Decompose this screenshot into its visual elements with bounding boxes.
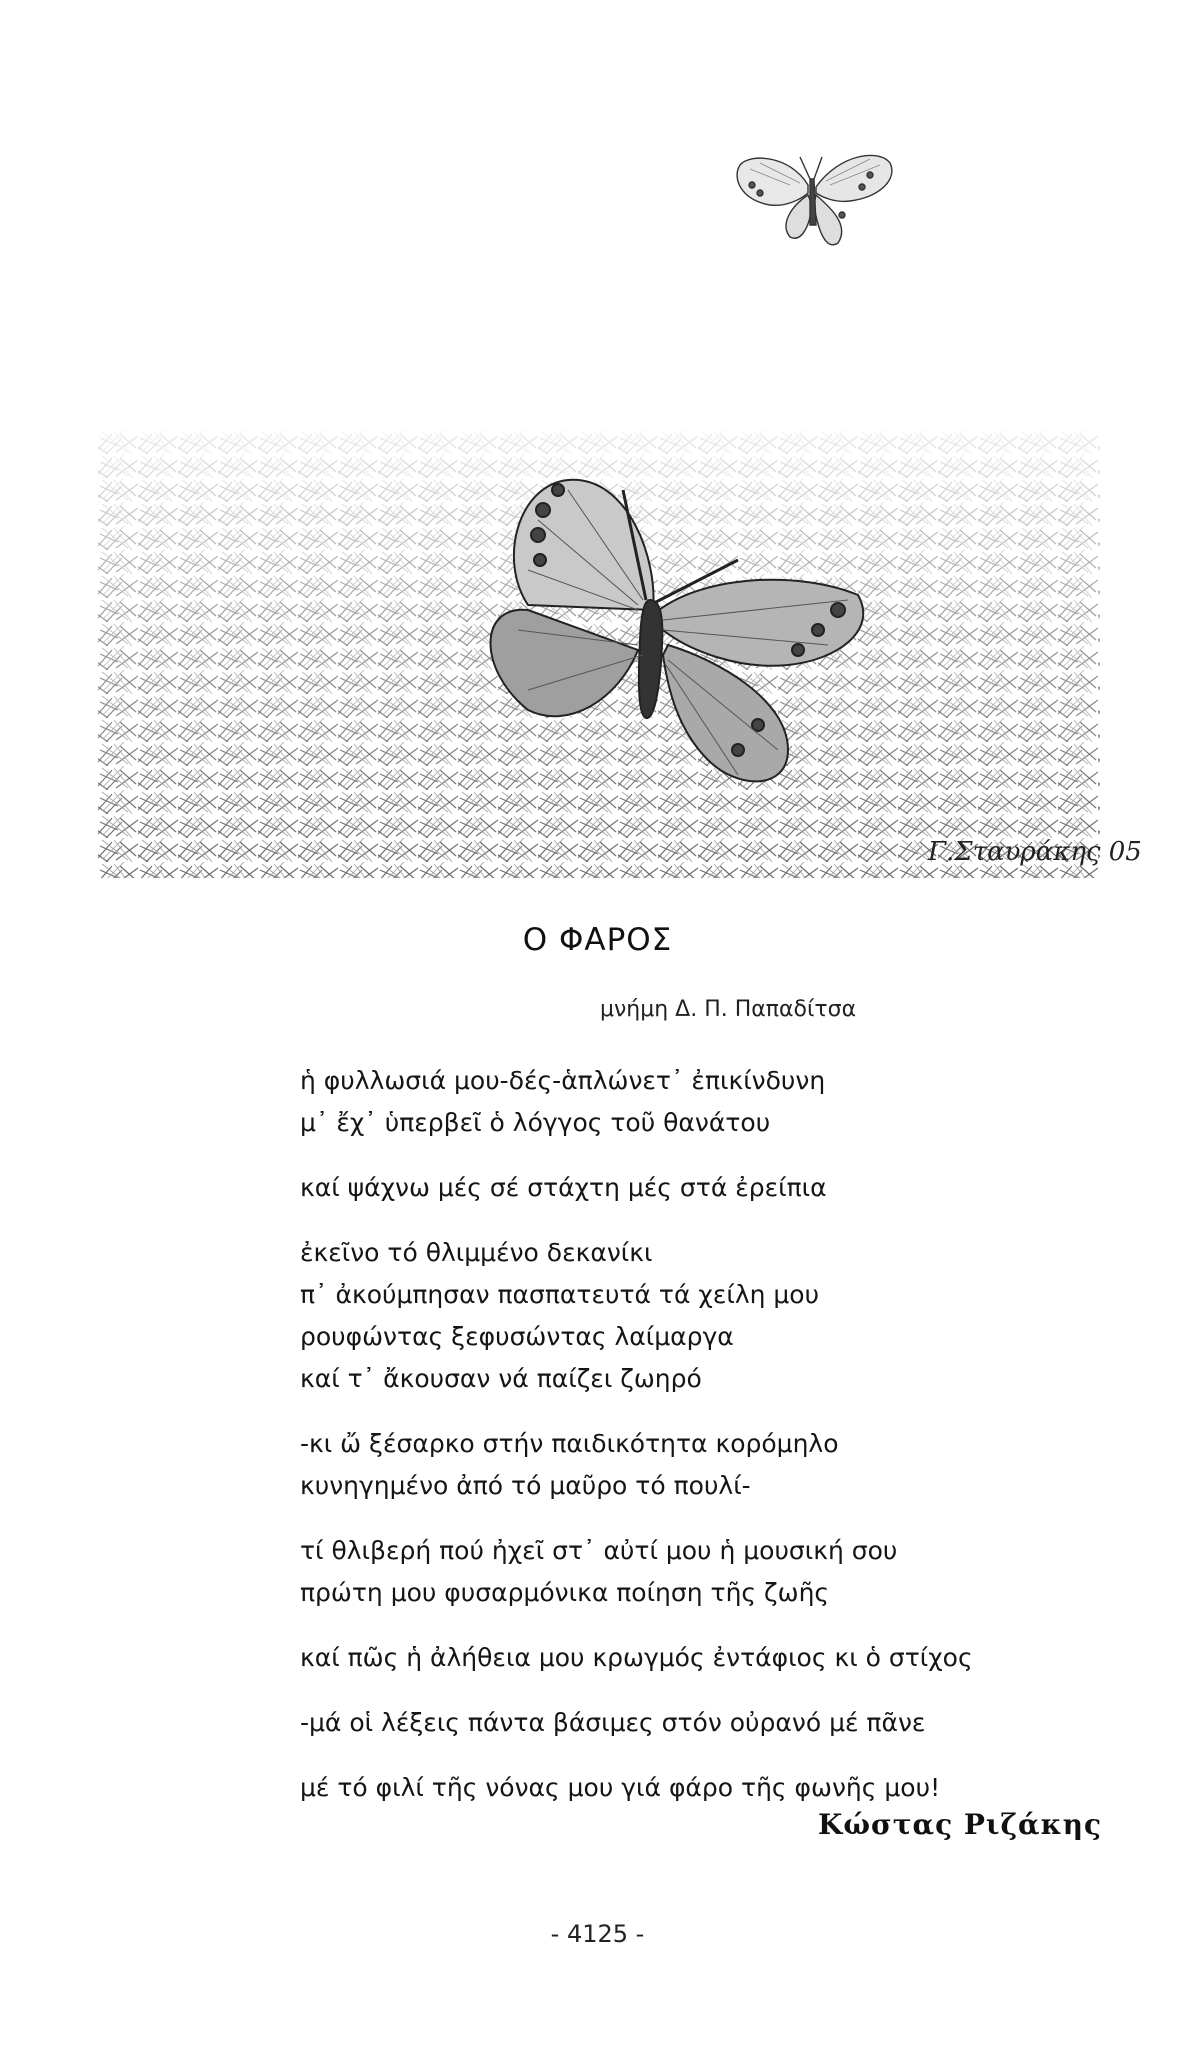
poem-line: ρουφώντας ξεφυσώντας λαίμαργα xyxy=(300,1322,734,1351)
drawing-signature: Γ.Σταυράκης 05 xyxy=(928,837,1142,867)
poem-line: ἡ φυλλωσιά μου-δές-ἁπλώνετ᾽ ἐπικίνδυνη xyxy=(300,1066,826,1095)
stanza xyxy=(300,1530,1100,1614)
small-butterfly-illustration xyxy=(730,145,900,255)
stanza xyxy=(300,1637,1100,1679)
butterfly-on-grass-drawing xyxy=(98,430,1142,878)
poem-line: καί τ᾽ ἄκουσαν νά παίζει ζωηρό xyxy=(300,1364,702,1393)
poem-dedication: μνήμη Δ. Π. Παπαδίτσα xyxy=(600,997,857,1022)
poem-line: -κι ὤ ξέσαρκο στήν παιδικότητα κορόμηλο xyxy=(300,1429,839,1458)
stanza xyxy=(300,1232,1100,1400)
stanza xyxy=(300,1423,1100,1507)
poem-title: Ο ΦΑΡΟΣ xyxy=(522,922,673,958)
stanza xyxy=(300,1767,1100,1809)
poem-line: -μά οἱ λέξεις πάντα βάσιμες στόν οὐρανό μέ πᾶνε xyxy=(300,1708,926,1737)
poem-line: μέ τό φιλί τῆς νόνας μου γιά φάρο τῆς φωνῆς μου! xyxy=(300,1773,941,1802)
poem-line: ἐκεῖνο τό θλιμμένο δεκανίκι xyxy=(300,1238,653,1267)
poem-line: καί πῶς ἡ ἀλήθεια μου κρωγμός ἐντάφιος κι ὁ στίχος xyxy=(300,1643,973,1672)
poem-line: πρώτη μου φυσαρμόνικα ποίηση τῆς ζωῆς xyxy=(300,1578,830,1607)
page-number: - 4125 - xyxy=(550,1920,645,1948)
poem-line: τί θλιβερή πού ἠχεῖ στ᾽ αὐτί μου ἡ μουσική σου xyxy=(300,1536,898,1565)
stanza xyxy=(300,1060,1100,1144)
poem-author: Κώστας Ριζάκης xyxy=(818,1808,1102,1841)
stanza xyxy=(300,1167,1100,1209)
poem-body xyxy=(300,1060,1100,1832)
poem-line: καί ψάχνω μές σέ στάχτη μές στά ἐρείπια xyxy=(300,1173,827,1202)
poem-line: π᾽ ἀκούμπησαν πασπατευτά τά χείλη μου xyxy=(300,1280,820,1309)
poem-line: κυνηγημένο ἀπό τό μαῦρο τό πουλί- xyxy=(300,1471,751,1500)
poem-line: μ᾽ ἔχ᾽ ὑπερβεῖ ὁ λόγγος τοῦ θανάτου xyxy=(300,1108,771,1137)
stanza xyxy=(300,1702,1100,1744)
